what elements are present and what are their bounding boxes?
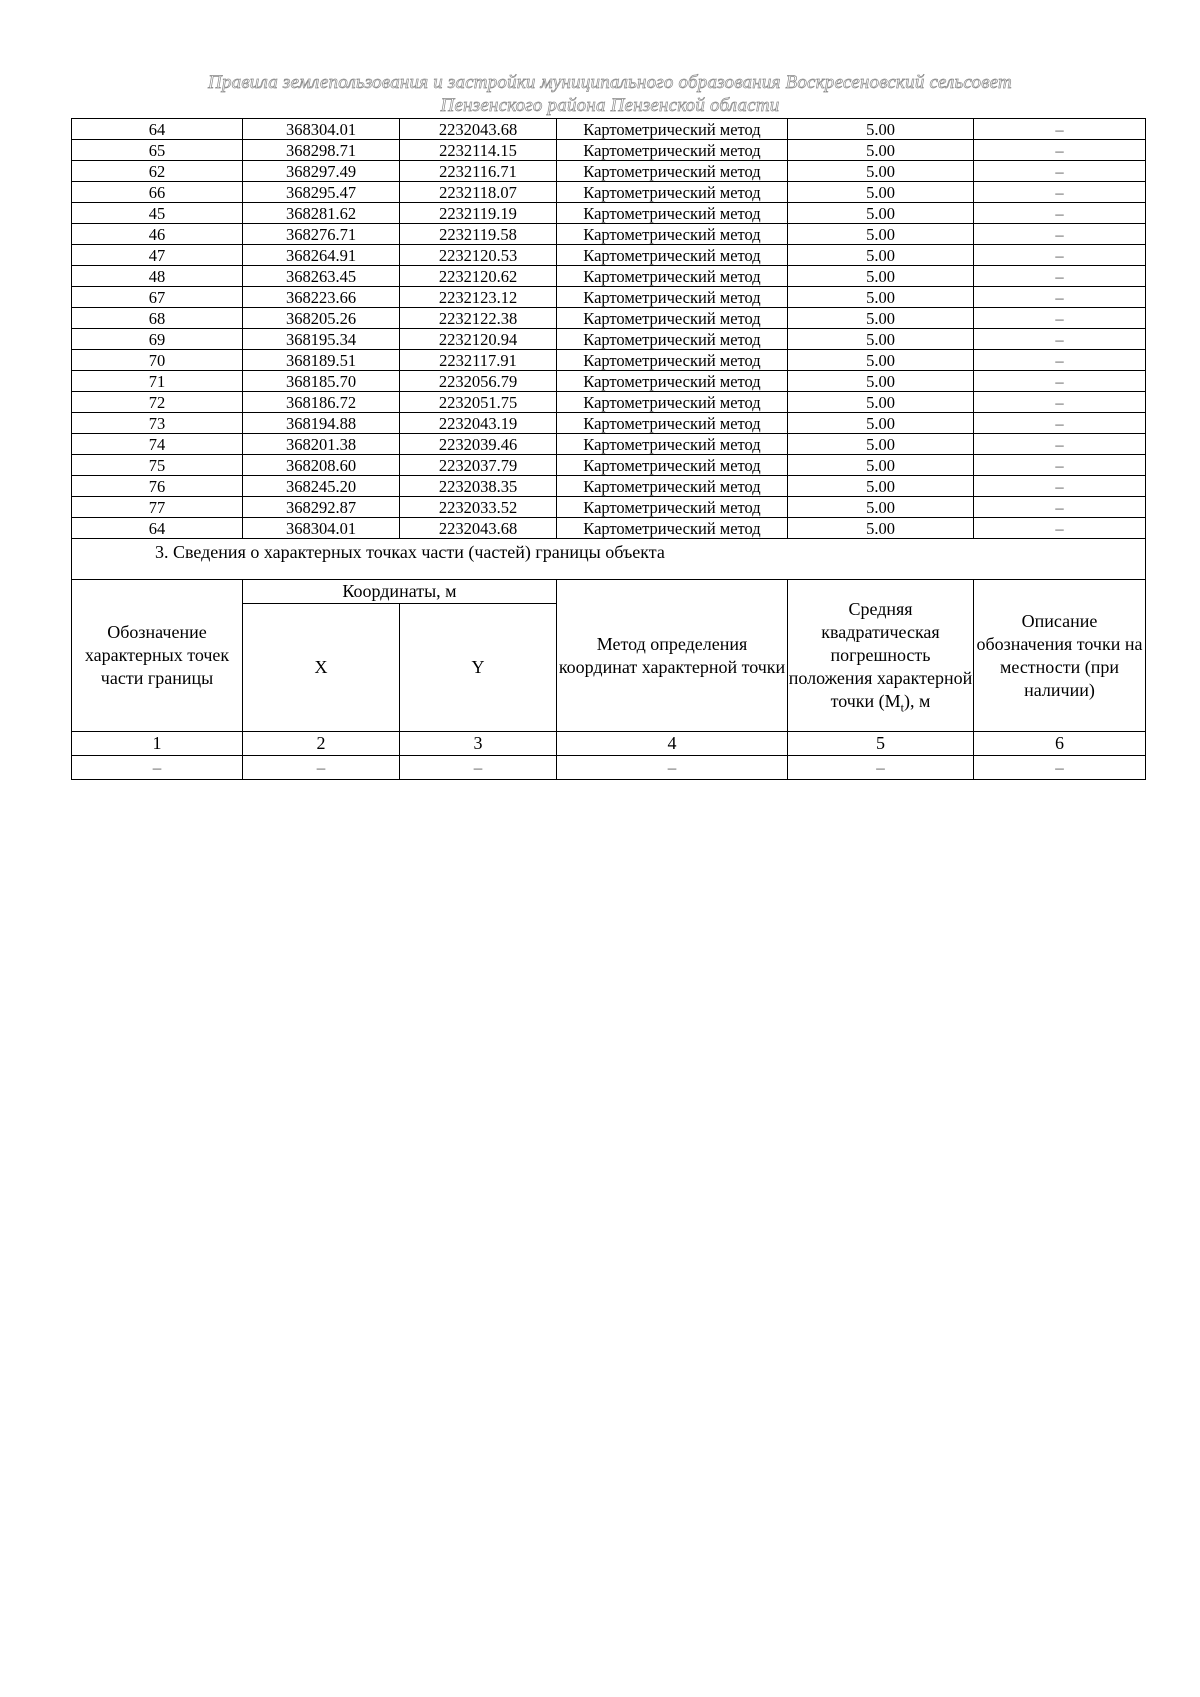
- method-cell: Картометрический метод: [557, 497, 788, 518]
- table-row: [72, 287, 1146, 308]
- coord-y-cell: 2232043.68: [400, 119, 557, 140]
- table-row: [72, 392, 1146, 413]
- point-number-cell: 66: [72, 182, 243, 203]
- coord-y-cell: 2232122.38: [400, 308, 557, 329]
- point-number-cell: 64: [72, 518, 243, 539]
- description-cell: –: [974, 182, 1146, 203]
- coord-x-cell: 368194.88: [243, 413, 400, 434]
- table-row: [72, 350, 1146, 371]
- point-number-cell: 45: [72, 203, 243, 224]
- empty-cell: –: [557, 756, 788, 780]
- description-cell: –: [974, 245, 1146, 266]
- header-y: Y: [400, 604, 557, 732]
- table-row: [72, 224, 1146, 245]
- table-row: [72, 182, 1146, 203]
- table-row: [72, 161, 1146, 182]
- table-row: [72, 203, 1146, 224]
- mean-error-cell: 5.00: [788, 266, 974, 287]
- method-cell: Картометрический метод: [557, 245, 788, 266]
- empty-cell: –: [243, 756, 400, 780]
- coord-x-cell: 368205.26: [243, 308, 400, 329]
- description-cell: –: [974, 476, 1146, 497]
- column-number: 3: [400, 732, 557, 756]
- description-cell: –: [974, 518, 1146, 539]
- point-number-cell: 62: [72, 161, 243, 182]
- table-row: [72, 140, 1146, 161]
- coord-x-cell: 368276.71: [243, 224, 400, 245]
- table-row: [72, 455, 1146, 476]
- coord-x-cell: 368281.62: [243, 203, 400, 224]
- running-header-line-1: Правила землепользования и застройки муниципального образования Воскресеновский сельсовет: [208, 72, 1012, 93]
- method-cell: Картометрический метод: [557, 140, 788, 161]
- coord-y-cell: 2232039.46: [400, 434, 557, 455]
- table-row: [72, 245, 1146, 266]
- method-cell: Картометрический метод: [557, 308, 788, 329]
- coord-y-cell: 2232118.07: [400, 182, 557, 203]
- coord-x-cell: 368185.70: [243, 371, 400, 392]
- coord-x-cell: 368298.71: [243, 140, 400, 161]
- mean-error-cell: 5.00: [788, 392, 974, 413]
- description-cell: –: [974, 329, 1146, 350]
- point-number-cell: 69: [72, 329, 243, 350]
- description-cell: –: [974, 266, 1146, 287]
- description-cell: –: [974, 119, 1146, 140]
- method-cell: Картометрический метод: [557, 161, 788, 182]
- description-cell: –: [974, 392, 1146, 413]
- description-cell: –: [974, 350, 1146, 371]
- header-method: Метод определения координат характерной точки: [557, 580, 788, 732]
- coord-x-cell: 368195.34: [243, 329, 400, 350]
- mean-error-cell: 5.00: [788, 518, 974, 539]
- method-cell: Картометрический метод: [557, 182, 788, 203]
- mean-error-cell: 5.00: [788, 287, 974, 308]
- point-number-cell: 77: [72, 497, 243, 518]
- table-row: [72, 518, 1146, 539]
- table-row: [72, 371, 1146, 392]
- empty-cell: –: [974, 756, 1146, 780]
- coord-x-cell: 368304.01: [243, 518, 400, 539]
- header-description: Описание обозначения точки на местности (при наличии): [974, 580, 1146, 732]
- method-cell: Картометрический метод: [557, 350, 788, 371]
- mean-error-cell: 5.00: [788, 203, 974, 224]
- running-header: [72, 71, 1148, 117]
- point-number-cell: 48: [72, 266, 243, 287]
- coord-y-cell: 2232043.19: [400, 413, 557, 434]
- point-number-cell: 73: [72, 413, 243, 434]
- column-number: 5: [788, 732, 974, 756]
- method-cell: Картометрический метод: [557, 329, 788, 350]
- column-number: 6: [974, 732, 1146, 756]
- coord-y-cell: 2232116.71: [400, 161, 557, 182]
- point-number-cell: 65: [72, 140, 243, 161]
- mean-error-cell: 5.00: [788, 140, 974, 161]
- mean-error-cell: 5.00: [788, 224, 974, 245]
- point-number-cell: 72: [72, 392, 243, 413]
- coord-x-cell: 368263.45: [243, 266, 400, 287]
- coord-y-cell: 2232033.52: [400, 497, 557, 518]
- mean-error-cell: 5.00: [788, 413, 974, 434]
- table-row: [72, 476, 1146, 497]
- coord-y-cell: 2232056.79: [400, 371, 557, 392]
- point-number-cell: 68: [72, 308, 243, 329]
- description-cell: –: [974, 161, 1146, 182]
- method-cell: Картометрический метод: [557, 371, 788, 392]
- description-cell: –: [974, 224, 1146, 245]
- method-cell: Картометрический метод: [557, 476, 788, 497]
- running-header-line-2: Пензенского района Пензенской области: [440, 95, 780, 116]
- mean-error-cell: 5.00: [788, 161, 974, 182]
- coord-y-cell: 2232038.35: [400, 476, 557, 497]
- mean-error-cell: 5.00: [788, 182, 974, 203]
- point-number-cell: 75: [72, 455, 243, 476]
- description-cell: –: [974, 140, 1146, 161]
- coordinates-table: [71, 118, 1146, 780]
- method-cell: Картометрический метод: [557, 224, 788, 245]
- point-number-cell: 76: [72, 476, 243, 497]
- description-cell: –: [974, 203, 1146, 224]
- coord-x-cell: 368189.51: [243, 350, 400, 371]
- header-mean-error: [788, 580, 974, 732]
- description-cell: –: [974, 287, 1146, 308]
- description-cell: –: [974, 434, 1146, 455]
- table-row: [72, 434, 1146, 455]
- coord-y-cell: 2232120.94: [400, 329, 557, 350]
- mean-error-cell: 5.00: [788, 476, 974, 497]
- column-number: 1: [72, 732, 243, 756]
- coord-y-cell: 2232119.58: [400, 224, 557, 245]
- method-cell: Картометрический метод: [557, 413, 788, 434]
- point-number-cell: 64: [72, 119, 243, 140]
- header-mean-error-unit: ), м: [904, 691, 931, 711]
- column-number-row: [72, 732, 1146, 756]
- coord-x-cell: 368264.91: [243, 245, 400, 266]
- empty-cell: –: [72, 756, 243, 780]
- coord-y-cell: 2232114.15: [400, 140, 557, 161]
- point-number-cell: 74: [72, 434, 243, 455]
- coord-x-cell: 368245.20: [243, 476, 400, 497]
- description-cell: –: [974, 455, 1146, 476]
- description-cell: –: [974, 497, 1146, 518]
- method-cell: Картометрический метод: [557, 266, 788, 287]
- coord-y-cell: 2232117.91: [400, 350, 557, 371]
- mean-error-cell: 5.00: [788, 119, 974, 140]
- header-x: X: [243, 604, 400, 732]
- mean-error-cell: 5.00: [788, 308, 974, 329]
- method-cell: Картометрический метод: [557, 518, 788, 539]
- table-row: [72, 329, 1146, 350]
- mean-error-cell: 5.00: [788, 455, 974, 476]
- method-cell: Картометрический метод: [557, 392, 788, 413]
- coord-y-cell: 2232120.53: [400, 245, 557, 266]
- table-row: [72, 497, 1146, 518]
- point-number-cell: 46: [72, 224, 243, 245]
- coord-y-cell: 2232120.62: [400, 266, 557, 287]
- point-number-cell: 47: [72, 245, 243, 266]
- coord-x-cell: 368304.01: [243, 119, 400, 140]
- coord-y-cell: 2232037.79: [400, 455, 557, 476]
- section-3-block: [72, 539, 1146, 780]
- coord-x-cell: 368186.72: [243, 392, 400, 413]
- table-row: [72, 119, 1146, 140]
- description-cell: –: [974, 308, 1146, 329]
- method-cell: Картометрический метод: [557, 434, 788, 455]
- mean-error-cell: 5.00: [788, 371, 974, 392]
- header-mean-error-subscript: t: [900, 700, 905, 715]
- header-mean-error-text: Средняя квадратическая погрешность положения характерной точки (M: [788, 599, 973, 711]
- table-row: [72, 308, 1146, 329]
- description-cell: –: [974, 413, 1146, 434]
- coordinates-table-body: [72, 119, 1146, 539]
- header-point-designation: Обозначение характерных точек части границы: [72, 580, 243, 732]
- method-cell: Картометрический метод: [557, 119, 788, 140]
- coord-x-cell: 368208.60: [243, 455, 400, 476]
- point-number-cell: 71: [72, 371, 243, 392]
- method-cell: Картометрический метод: [557, 287, 788, 308]
- column-number: 4: [557, 732, 788, 756]
- empty-cell: –: [788, 756, 974, 780]
- column-number: 2: [243, 732, 400, 756]
- coord-y-cell: 2232123.12: [400, 287, 557, 308]
- description-cell: –: [974, 371, 1146, 392]
- point-number-cell: 70: [72, 350, 243, 371]
- table-row: [72, 266, 1146, 287]
- empty-data-row: [72, 756, 1146, 780]
- mean-error-cell: 5.00: [788, 350, 974, 371]
- coord-x-cell: 368201.38: [243, 434, 400, 455]
- point-number-cell: 67: [72, 287, 243, 308]
- coord-x-cell: 368292.87: [243, 497, 400, 518]
- table-row: [72, 413, 1146, 434]
- method-cell: Картометрический метод: [557, 203, 788, 224]
- coord-y-cell: 2232119.19: [400, 203, 557, 224]
- section-3-title: 3. Сведения о характерных точках части (частей) границы объекта: [72, 539, 1146, 580]
- method-cell: Картометрический метод: [557, 455, 788, 476]
- coord-y-cell: 2232051.75: [400, 392, 557, 413]
- coord-x-cell: 368295.47: [243, 182, 400, 203]
- coord-y-cell: 2232043.68: [400, 518, 557, 539]
- coord-x-cell: 368223.66: [243, 287, 400, 308]
- mean-error-cell: 5.00: [788, 434, 974, 455]
- mean-error-cell: 5.00: [788, 245, 974, 266]
- mean-error-cell: 5.00: [788, 329, 974, 350]
- mean-error-cell: 5.00: [788, 497, 974, 518]
- header-coordinates-group: Координаты, м: [243, 580, 557, 604]
- coord-x-cell: 368297.49: [243, 161, 400, 182]
- empty-cell: –: [400, 756, 557, 780]
